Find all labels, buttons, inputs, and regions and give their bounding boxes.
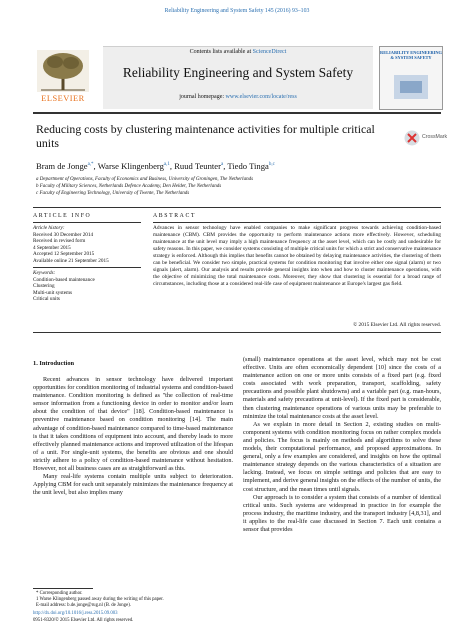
affiliation-c: c Faculty of Engineering Technology, University of Twente, The Netherlands (36, 191, 190, 196)
author-name[interactable]: Tiedo Tinga (227, 161, 269, 171)
intro-right-column (243, 356, 441, 534)
issn-line: 0951-8320/© 2015 Elsevier Ltd. All rights reserved. (33, 618, 134, 623)
crossmark-label: CrossMark (422, 134, 448, 140)
keyword: Condition-based maintenance (33, 276, 95, 283)
footnote-email[interactable]: E-mail address: b.de.jonge@rug.nl (B. de Jonge). (36, 603, 132, 608)
author-sup[interactable]: a,1 (163, 162, 170, 168)
crossmark-icon (404, 130, 420, 146)
history-line: Accepted 12 September 2015 (33, 251, 95, 258)
footnote-corresponding: * Corresponding author. (36, 591, 83, 596)
history-heading: Article history: (33, 225, 65, 231)
history-line: 4 September 2015 (33, 244, 71, 251)
contents-line: Contents lists available at ScienceDirect (189, 49, 287, 55)
keyword: Critical units (33, 296, 60, 303)
author-name[interactable]: Ruud Teunter (174, 161, 221, 171)
paragraph: Many real-life systems contain multiple units subject to deterioration. Applying CBM for each unit separately minimizes the maintenance frequency at the unit level, but also implies many (33, 473, 233, 497)
author-name[interactable]: Warse Klingenberg (97, 161, 164, 171)
journal-masthead (33, 46, 441, 108)
sciencedirect-link[interactable]: ScienceDirect (252, 49, 287, 55)
abstract-heading: ABSTRACT (153, 213, 197, 219)
elsevier-wordmark: ELSEVIER (41, 94, 85, 103)
keywords-block (33, 270, 143, 303)
homepage-line: journal homepage: www.elsevier.com/locate/ress (179, 94, 297, 100)
journal-cover-thumbnail[interactable] (379, 46, 443, 110)
footnote-rule (33, 588, 93, 589)
affiliation-a: a Department of Operations, Faculty of Economics and Business, University of Groningen, The Netherlands (36, 177, 254, 182)
paragraph: (small) maintenance operations at the asset level, which may not be cost effective. Units are often economically dependent [10] since the costs of a maintenance action on one or more units consists of a fixed part (e.g. fixed costs associated with work preparation, transport, scaffolding, safety precautions and possible plant shutdowns) and a variable part (e.g. man-hours, materials and safety precautions at unit-level). If the fixed part is considerable, then clustering maintenance operations of various units may be preferable to minimize the total maintenance costs at the asset level. (243, 356, 441, 420)
keywords-heading: Keywords: (33, 270, 56, 276)
cover-art-icon (380, 73, 442, 103)
keyword: Clustering (33, 283, 55, 290)
author-sup[interactable]: a (220, 162, 224, 168)
abstract-rule (153, 222, 441, 223)
cover-title: RELIABILITY ENGINEERING & SYSTEM SAFETY (380, 50, 442, 61)
author-list: Bram de Jonge$^{a,*}$, Warse Klingenberg$^{a,1}$, Ruud Teunter$^a$, Tiedo Tinga$^{b,c}$ (36, 161, 275, 171)
doi-link[interactable]: http://dx.doi.org/10.1016/j.ress.2015.09.003 (33, 611, 118, 616)
author-rule (33, 207, 441, 208)
homepage-link[interactable]: www.elsevier.com/locate/ress (225, 94, 297, 100)
article-title: Reducing costs by clustering maintenance activities for multiple critical units (36, 122, 375, 150)
masthead-rule (33, 112, 441, 114)
keyword: Multi-unit systems (33, 289, 73, 296)
footnotes (36, 591, 236, 609)
history-line: Received in revised form (33, 238, 86, 245)
paragraph: Recent advances in sensor technology have delivered important opportunities for condition monitoring of industrial systems and condition-based maintenance. Condition monitoring is defined as "the collection of real-time sensor information from a functioning device in order to monitor and/or learn about the condition of that device" [18]. Condition-based maintenance is preventive maintenance based on condition monitoring [14]. The main advantage of condition-based maintenance compared to time-based maintenance is that it takes conditions of equipment into account, and thereby leads to more effectively planned maintenance actions and improved utilization of the lifespan of a unit. For single-unit systems, the benefits are obvious and one should strictly adhere to a policy of condition-based maintenance without hesitation. However, not all business cases are as straightforward as this. (33, 376, 233, 473)
article-info-rule (33, 222, 141, 223)
article-history (33, 225, 143, 265)
author-name[interactable]: Bram de Jonge (36, 161, 88, 171)
affiliation-b: b Faculty of Military Sciences, Netherlands Defence Academy, Den Helder, The Netherlands (36, 184, 222, 189)
abstract-copyright: © 2015 Elsevier Ltd. All rights reserved. (353, 322, 441, 328)
elsevier-logo[interactable] (33, 46, 93, 108)
journal-banner (103, 46, 373, 109)
abstract-text: Advances in sensor technology have enabled companies to make significant progress towards achieving condition-based maintenance (CBM). CBM provides the opportunity to perform maintenance actions more effectively. However, scheduling maintenance at the unit level may imply a high maintenance frequency at the asset level, which can be costly and undesirable for safety reasons. In this paper, we consider systems consisting of multiple critical units for which a strict and conservative maintenance strategy is enforced. Although this implies that benefits cannot be obtained by delaying maintenance activities, the clustering of them can be beneficial. We consider two simple, practical systems for condition monitoring that involve either one signal (alarm) or two signals (alert, alarm). Our analysis and results provide general insights into when and how to cluster maintenance operations, with the objective of minimizing the total maintenance costs. Moreover, they show that clustering is essential for a broad range of circumstances, including those at a considered real-life case of equipment maintenance at Europe's largest gas field. (153, 225, 441, 287)
article-info-heading: ARTICLE INFO (33, 213, 92, 219)
running-header[interactable]: Reliability Engineering and System Safety 145 (2016) 93–103 (164, 8, 310, 14)
history-rule (33, 267, 141, 268)
introduction-heading: 1. Introduction (33, 360, 75, 367)
paragraph: Our approach is to consider a system that consists of a number of identical critical units. Such systems are widespread in practice in for example the process industry, the maritime industry, and the transport industry [4,8,31], and it applies to the real-life case discussed in Section 7. Each unit contains a sensor that provides (243, 493, 441, 533)
history-line: Available online 21 September 2015 (33, 257, 109, 264)
paragraph: As we explain in more detail in Section 2, existing studies on multi-component systems with condition monitoring focus on rather complex models and policies. The focus is mainly on methods and algorithms to solve these models, their computational performance, and proposed approximations. In general, only a few examples are considered, and insights on how the optimal maintenance strategy depends on the various characteristics of a situation are lacking. Instead, we focus on simple settings and policies that are easy to implement, and derive general insights on the effects of the number of units, the cost structure, and the mean times until signals. (243, 420, 442, 493)
journal-title: Reliability Engineering and System Safety (122, 65, 354, 80)
history-line: Received 30 December 2014 (33, 231, 94, 238)
crossmark-badge[interactable] (404, 128, 448, 150)
author-sup[interactable]: a,* (87, 162, 94, 168)
abstract-bottom-rule (33, 332, 441, 333)
intro-left-column (33, 376, 233, 497)
footnote-deceased: 1 Warse Klingenberg passed away during the writing of this paper. (36, 597, 164, 602)
author-sup[interactable]: b,c (268, 162, 275, 168)
